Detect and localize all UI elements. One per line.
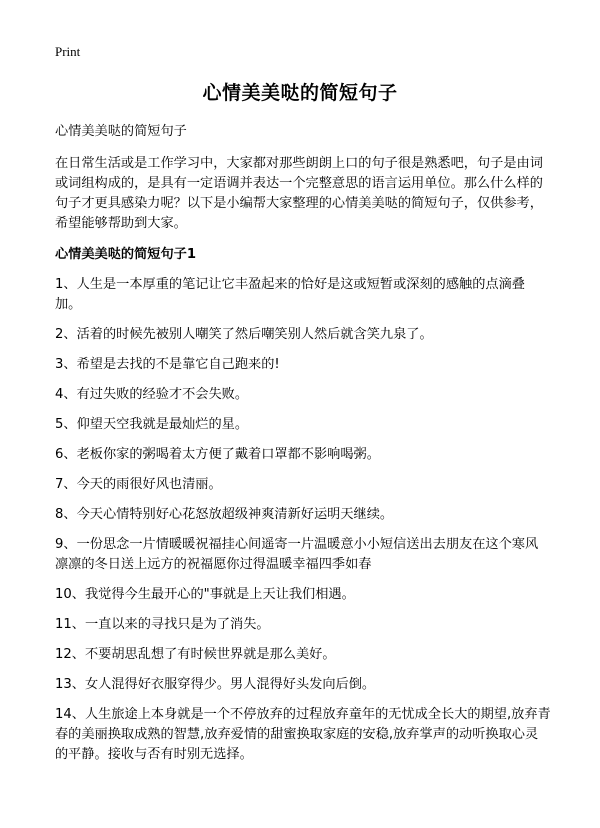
list-item: 1、人生是一本厚重的笔记让它丰盈起来的恰好是这或短暂或深刻的感触的点滴叠加。 [55, 277, 525, 312]
intro-paragraph: 在日常生活或是工作学习中，大家都对那些朗朗上口的句子很是熟悉吧，句子是由词或词组构成的，是具有一定语调并表达一个完整意思的语言运用单位。那么什么样的句子才更具感染力呢？以下是小编帮大家整理的心情美美哒的简短句子，仅供参考，希望能够帮助到大家。 [55, 156, 543, 231]
list-item: 11、一直以来的寻找只是为了消失。 [55, 617, 270, 632]
article-body [55, 122, 551, 775]
article-subtitle: 心情美美哒的简短句子 [55, 124, 187, 139]
list-item: 4、有过失败的经验才不会失败。 [55, 387, 249, 402]
list-item: 13、女人混得好衣服穿得少。男人混得好头发向后倒。 [55, 677, 376, 692]
list-item: 7、今天的雨很好风也清丽。 [55, 477, 222, 492]
list-item: 2、活着的时候先被别人嘲笑了然后嘲笑别人然后就含笑九泉了。 [55, 327, 433, 342]
section-heading: 心情美美哒的简短句子1 [55, 247, 197, 262]
page-title: 心情美美哒的简短句子 [202, 82, 398, 104]
list-item: 6、老板你家的粥喝着太方便了戴着口罩都不影响喝粥。 [55, 447, 380, 462]
list-item: 9、一份思念一片情暖暖祝福挂心间遥寄一片温暖意小小短信送出去朋友在这个寒风凛凛的冬日送上远方的祝福愿你过得温暖幸福四季如春 [55, 537, 539, 572]
print-link[interactable]: Print [55, 44, 81, 59]
list-item: 12、不要胡思乱想了有时候世界就是那么美好。 [55, 647, 336, 662]
list-item: 3、希望是去找的不是靠它自己跑来的! [55, 357, 280, 372]
list-item: 5、仰望天空我就是最灿烂的星。 [55, 417, 249, 432]
list-item: 14、人生旅途上本身就是一个不停放弃的过程放弃童年的无忧成全长大的期望,放弃青春的美丽换取成熟的智慧,放弃爱情的甜蜜换取家庭的安稳,放弃掌声的动听换取心灵的平静。接收与否有时别无选择。 [55, 707, 551, 762]
list-item: 10、我觉得今生最开心的"事就是上天让我们相遇。 [55, 587, 355, 602]
list-item: 8、今天心情特别好心花怒放超级神爽清新好运明天继续。 [55, 507, 394, 522]
